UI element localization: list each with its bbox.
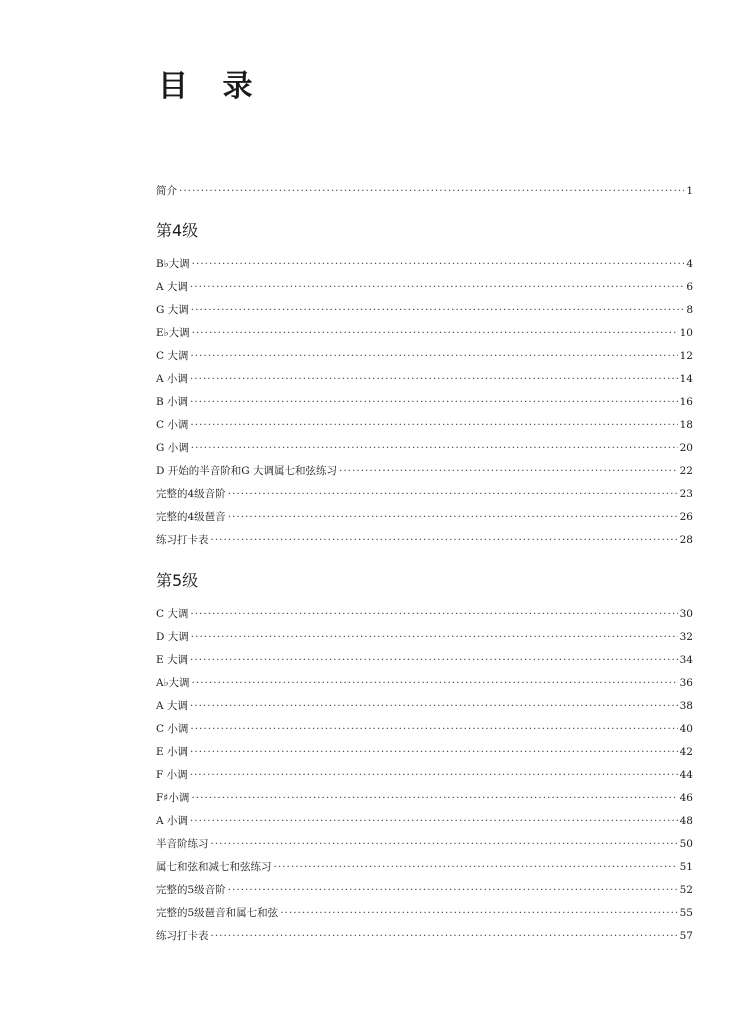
toc-entry-label: D 大调	[156, 631, 189, 643]
toc-entry-page: 48	[679, 815, 693, 827]
toc-entry[interactable]	[156, 672, 693, 695]
toc-entry[interactable]	[156, 345, 693, 368]
toc-entry-page: 6	[686, 281, 693, 293]
toc-entry-page: 57	[679, 930, 693, 942]
dot-leader	[280, 902, 677, 925]
dot-leader	[190, 695, 678, 718]
section-level-5-entries	[156, 603, 693, 948]
toc-entry[interactable]	[156, 414, 693, 437]
dot-leader	[190, 368, 678, 391]
dot-leader	[228, 483, 678, 506]
toc-entry-label: 完整的5级音阶	[156, 884, 226, 896]
dot-leader	[211, 833, 678, 856]
toc-entry-label: A♭大调	[156, 677, 190, 689]
toc-entry-page: 44	[679, 769, 693, 781]
toc-entry[interactable]	[156, 879, 693, 902]
toc-entry-label: 练习打卡表	[156, 930, 209, 942]
toc-entry[interactable]	[156, 718, 693, 741]
toc-entry-label: G 大调	[156, 304, 189, 316]
toc-entry[interactable]	[156, 299, 693, 322]
toc-entry-label: A 小调	[156, 815, 188, 827]
toc-entry[interactable]	[156, 483, 693, 506]
toc-entry-label: B 小调	[156, 396, 189, 408]
toc-entry[interactable]	[156, 833, 693, 856]
toc-entry-label: C 大调	[156, 350, 189, 362]
toc-entry-page: 51	[679, 861, 693, 873]
toc-entry-page: 20	[679, 442, 693, 454]
toc-entry-page: 26	[679, 511, 693, 523]
dot-leader	[179, 180, 684, 203]
dot-leader	[191, 437, 678, 460]
page-title: 目 录	[158, 69, 265, 104]
table-of-contents	[156, 180, 693, 948]
toc-entry-page: 52	[679, 884, 693, 896]
dot-leader	[190, 649, 678, 672]
toc-entry[interactable]	[156, 925, 693, 948]
toc-entry-label: 完整的4级琶音	[156, 511, 226, 523]
toc-entry[interactable]	[156, 649, 693, 672]
toc-entry[interactable]	[156, 626, 693, 649]
toc-entry-page: 10	[679, 327, 693, 339]
toc-entry-label: A 小调	[156, 373, 188, 385]
toc-entry-label: B♭大调	[156, 258, 190, 270]
toc-entry-page: 8	[686, 304, 693, 316]
toc-entry[interactable]	[156, 460, 693, 483]
toc-entry-label: 半音阶练习	[156, 838, 209, 850]
toc-entry[interactable]	[156, 437, 693, 460]
toc-entry-label: 属七和弦和减七和弦练习	[156, 861, 272, 873]
toc-entry[interactable]	[156, 787, 693, 810]
toc-entry[interactable]	[156, 368, 693, 391]
dot-leader	[190, 810, 678, 833]
toc-entry-label: A 大调	[156, 700, 188, 712]
dot-leader	[190, 603, 677, 626]
toc-entry-page: 36	[679, 677, 693, 689]
dot-leader	[190, 276, 684, 299]
toc-entry[interactable]	[156, 603, 693, 626]
toc-entry[interactable]	[156, 810, 693, 833]
toc-entry-label: E♭大调	[156, 327, 190, 339]
toc-entry-page: 32	[679, 631, 693, 643]
dot-leader	[190, 741, 678, 764]
toc-entry-page: 28	[679, 534, 693, 546]
toc-entry-label: F♯小调	[156, 792, 190, 804]
toc-entry-page: 42	[679, 746, 693, 758]
toc-entry-page: 14	[679, 373, 693, 385]
toc-entry-label: F 小调	[156, 769, 188, 781]
toc-entry-page: 30	[679, 608, 693, 620]
dot-leader	[274, 856, 678, 879]
toc-entry[interactable]	[156, 276, 693, 299]
toc-entry[interactable]	[156, 695, 693, 718]
toc-entry-page: 12	[679, 350, 693, 362]
dot-leader	[228, 879, 678, 902]
toc-entry-intro[interactable]	[156, 180, 693, 203]
toc-entry-page: 22	[679, 465, 693, 477]
toc-entry-page: 18	[679, 419, 693, 431]
toc-entry[interactable]	[156, 741, 693, 764]
dot-leader	[190, 764, 678, 787]
toc-entry[interactable]	[156, 529, 693, 552]
dot-leader	[211, 529, 678, 552]
toc-entry[interactable]	[156, 253, 693, 276]
dot-leader	[190, 345, 677, 368]
toc-entry-label: C 大调	[156, 608, 189, 620]
toc-entry-page: 23	[679, 488, 693, 500]
dot-leader	[190, 414, 677, 437]
toc-entry[interactable]	[156, 764, 693, 787]
toc-entry-label: 练习打卡表	[156, 534, 209, 546]
toc-entry-page: 34	[679, 654, 693, 666]
dot-leader	[191, 626, 678, 649]
dot-leader	[339, 460, 678, 483]
toc-entry-label: E 小调	[156, 746, 189, 758]
toc-entry-page: 46	[679, 792, 693, 804]
toc-entry-page: 50	[679, 838, 693, 850]
toc-entry-label: E 大调	[156, 654, 189, 666]
toc-entry-page: 16	[679, 396, 693, 408]
dot-leader	[211, 925, 678, 948]
toc-entry-label: 完整的5级琶音和属七和弦	[156, 907, 279, 919]
toc-entry-page: 4	[686, 258, 693, 270]
dot-leader	[190, 391, 678, 414]
section-heading-level-5: 第5级	[156, 571, 199, 590]
dot-leader	[192, 253, 685, 276]
toc-entry-page: 40	[679, 723, 693, 735]
dot-leader	[192, 672, 678, 695]
section-level-4-entries	[156, 253, 693, 552]
toc-entry-label: 完整的4级音阶	[156, 488, 226, 500]
toc-entry[interactable]	[156, 322, 693, 345]
dot-leader	[228, 506, 678, 529]
toc-entry-page: 1	[686, 185, 693, 197]
dot-leader	[190, 718, 677, 741]
toc-entry-label: 简介	[156, 185, 177, 197]
dot-leader	[191, 299, 685, 322]
toc-entry-page: 38	[679, 700, 693, 712]
section-heading-level-4: 第4级	[156, 221, 199, 240]
toc-entry-label: A 大调	[156, 281, 188, 293]
dot-leader	[192, 322, 678, 345]
dot-leader	[191, 787, 677, 810]
toc-entry-label: C 小调	[156, 419, 189, 431]
toc-entry-label: G 小调	[156, 442, 189, 454]
toc-entry[interactable]	[156, 391, 693, 414]
toc-entry[interactable]	[156, 902, 693, 925]
toc-entry-label: C 小调	[156, 723, 189, 735]
toc-entry-page: 55	[679, 907, 693, 919]
toc-entry[interactable]	[156, 856, 693, 879]
toc-entry-label: D 开始的半音阶和G 大调属七和弦练习	[156, 465, 337, 477]
toc-entry[interactable]	[156, 506, 693, 529]
